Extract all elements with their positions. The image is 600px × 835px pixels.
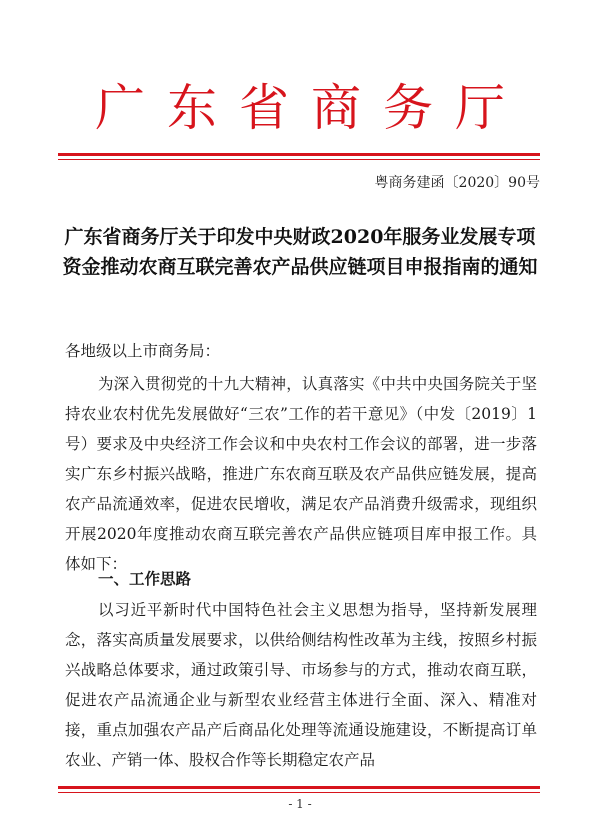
section-1-paragraph: 以习近平新时代中国特色社会主义思想为指导，坚持新发展理念，落实高质量发展要求，以供给侧结构性改革为主线，按照乡村振兴战略总体要求，通过政策引导、市场参与的方式，推动农商互联，促进农产品流通企业与新型农业经营主体进行全面、深入、精准对接，重点加强农产品产后商品化处理等流通设施建设，不断提高订单农业、产销一体、股权合作等长期稳定农产品 bbox=[65, 601, 537, 769]
notice-title: 广东省商务厅关于印发中央财政2020年服务业发展专项资金推动农商互联完善农产品供应链项目申报指南的通知 bbox=[62, 226, 538, 278]
footer-red-rule-thick bbox=[58, 786, 540, 789]
letterhead-red-rule-thick bbox=[58, 153, 540, 156]
letterhead-agency-name: 广东省商务厅 bbox=[95, 79, 527, 137]
document-number: 粤商务建函〔2020〕90号 bbox=[374, 175, 540, 191]
page-number: - 1 - bbox=[288, 797, 312, 811]
intro-paragraph: 为深入贯彻党的十九大精神，认真落实《中共中央国务院关于坚持农业农村优先发展做好“三农”工作的若干意见》（中发〔2019〕1号）要求及中央经济工作会议和中央农村工作会议的部署，进一步落实广东乡村振兴战略，推进广东农商互联及农产品供应链发展，提高农产品流通效率，促进农民增收，满足农产品消费升级需求，现组织开展2020年度推动农商互联完善农产品供应链项目库申报工作。具体如下： bbox=[65, 375, 537, 573]
footer-red-rule-thin bbox=[58, 792, 540, 793]
letterhead-red-rule-thin bbox=[58, 159, 540, 160]
salutation: 各地级以上市商务局： bbox=[65, 342, 221, 360]
section-heading-1: 一、工作思路 bbox=[98, 570, 192, 588]
